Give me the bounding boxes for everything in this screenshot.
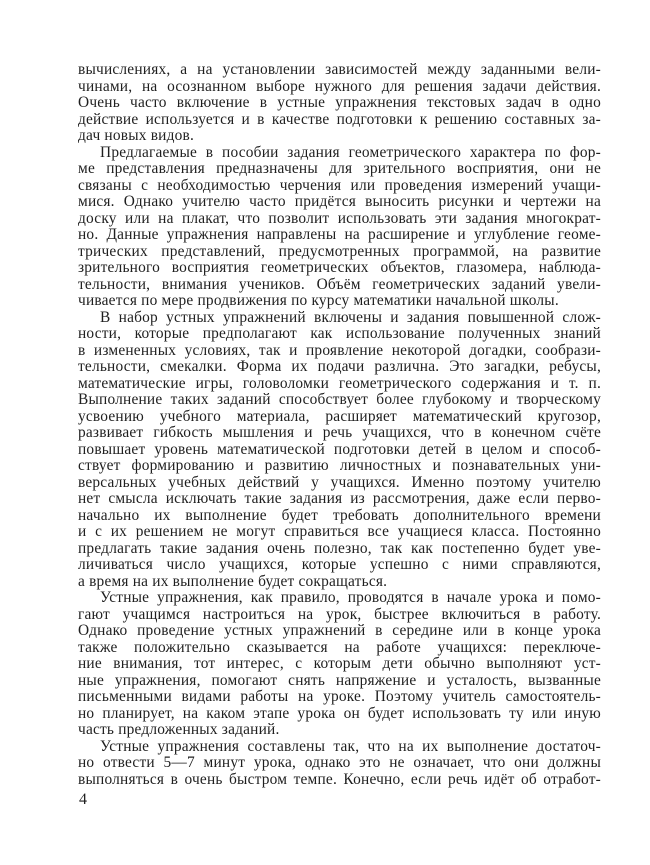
text-line: связаны с необходимостью черчения или проведения измерений учащи- — [78, 176, 601, 194]
text-line: вычислениях, а на установлении зависимостей между заданными вели- — [78, 61, 601, 78]
text-line: повышает уровень математической подготовки детей в целом и способ- — [78, 440, 601, 458]
text-line: в измененных условиях, так и проявление некоторой догадки, сообрази- — [78, 341, 601, 359]
text-line: но отвести 5—7 минут урока, однако это не означает, что они должны — [78, 754, 601, 771]
text-line: мися. Однако учителю часто придётся выносить рисунки и чертежи на — [78, 193, 601, 210]
text-line: усвоению учебного материала, расширяет математический кругозор, — [78, 407, 601, 425]
text-line: Однако проведение устных упражнений в середине или в конце урока — [78, 622, 601, 639]
text-line: нет смысла исключать такие задания из рассмотрения, даже если перво- — [78, 490, 601, 507]
text-line: а время на их выполнение будет сокращаться. — [78, 572, 388, 590]
text-line: часть предложенных заданий. — [78, 721, 280, 738]
paragraph — [78, 62, 601, 145]
text-line: зрительного восприятия геометрических объектов, глазомера, наблюда- — [78, 259, 601, 276]
text-line: действие используется и в качестве подготовки к решению составных за- — [78, 110, 601, 128]
text-line: ме представления предназначены для зрительного восприятия, они не — [78, 160, 601, 177]
text-line: Выполнение таких заданий способствует более глубокому и творческому — [78, 391, 601, 408]
paragraph — [78, 310, 601, 591]
text-line: тельности, смекалки. Форма их подачи различна. Это загадки, ребусы, — [78, 358, 601, 375]
text-line: ности, которые предполагают как использование полученных знаний — [78, 325, 601, 342]
text-line: чинами, на осознанном выборе нужного для решения задачи действия. — [78, 77, 601, 95]
page-number: 4 — [79, 791, 87, 808]
text-line: развивает гибкость мышления и речь учащихся, что в конечном счёте — [78, 424, 601, 441]
text-line: тельности, внимания учеников. Объём геометрических заданий увели- — [78, 275, 601, 293]
paragraph — [78, 739, 601, 789]
text-line: доску или на плакат, что позволит использовать эти задания многократ- — [78, 209, 601, 227]
text-line: гают учащимся настроиться на урок, быстрее включиться в работу. — [78, 605, 601, 623]
paragraph — [78, 145, 601, 310]
text-line: трических представлений, предусмотренных программой, на развитие — [78, 242, 601, 260]
paragraph — [78, 590, 601, 739]
text-line: письменными видами работы на уроке. Поэтому учитель самостоятель- — [78, 688, 601, 705]
text-line: выполняться в очень быстром темпе. Конечно, если речь идёт об отработ- — [78, 770, 601, 788]
text-line: версальных учебных действий у учащихся. Именно поэтому учителю — [78, 473, 601, 491]
text-line: В набор устных упражнений включены и задания повышенной слож- — [100, 308, 601, 326]
text-line: личиваться число учащихся, которые успешно с ними справляются, — [78, 556, 601, 573]
text-line: чивается по мере продвижения по курсу математики начальной школы. — [78, 292, 559, 309]
text-line: Устные упражнения, как правило, проводятся в начале урока и помо- — [100, 589, 601, 606]
text-line: Предлагаемые в пособии задания геометрического характера по фор- — [100, 143, 601, 161]
text-line: предлагать такие задания очень полезно, так как постепенно будет уве- — [78, 539, 601, 557]
text-line: Устные упражнения составлены так, что на их выполнение достаточ- — [100, 737, 601, 755]
text-line: математические игры, головоломки геометрического содержания и т. п. — [78, 374, 601, 392]
text-line: начально их выполнение будет требовать дополнительного времени — [78, 506, 601, 524]
text-line: также положительно сказывается на работе учащихся: переключе- — [78, 638, 601, 656]
text-line: ние внимания, тот интерес, с которым дети обычно выполняют уст- — [78, 655, 601, 672]
text-line: ствует формированию и развитию личностных и познавательных уни- — [78, 457, 601, 474]
text-line: но. Данные упражнения направлены на расширение и углубление геоме- — [78, 226, 601, 243]
text-line: но планирует, на каком этапе урока он будет использовать ту или иную — [78, 704, 601, 722]
body-text — [78, 62, 601, 788]
text-line: и с их решением не могут справиться все учащиеся класса. Постоянно — [78, 523, 601, 540]
text-line: ные упражнения, помогают снять напряжение и усталость, вызванные — [78, 671, 601, 689]
text-line: дач новых видов. — [78, 127, 195, 144]
text-line: Очень часто включение в устные упражнения текстовых задач в одно — [78, 94, 601, 111]
